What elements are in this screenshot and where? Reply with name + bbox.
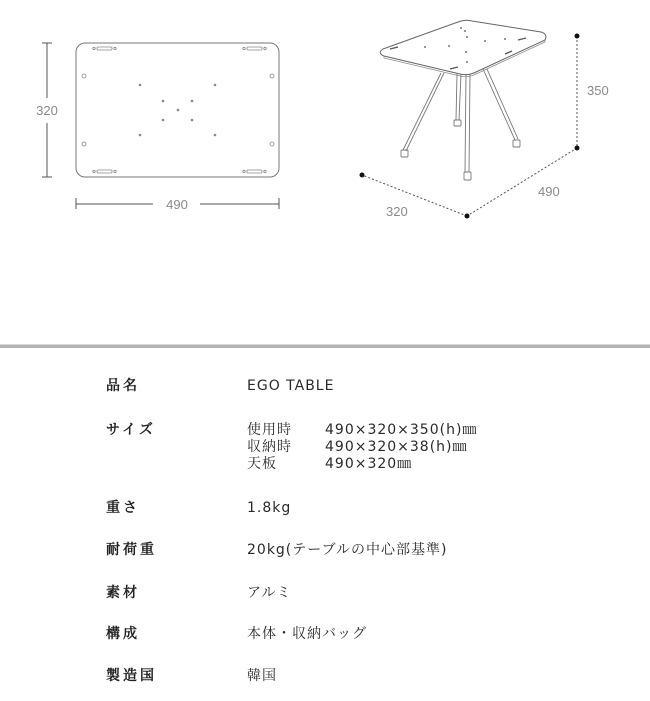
iso-table-top [380, 20, 546, 74]
mounting-holes [139, 84, 217, 137]
spec-value: 20kg(テーブルの中心部基準) [247, 542, 448, 558]
spec-label: サイズ [106, 422, 156, 438]
size-sub-value: 490×320×38(h)㎜ [325, 439, 468, 455]
size-sub-label: 使用時 [247, 422, 292, 438]
spec-value: EGO TABLE [247, 378, 335, 394]
spec-label: 耐荷重 [106, 542, 157, 558]
top-view-diagram [36, 43, 279, 212]
spec-value: 韓国 [247, 668, 277, 684]
size-sub-label: 収納時 [247, 439, 292, 455]
spec-label: 構成 [106, 626, 140, 642]
spec-label: 素材 [106, 585, 140, 601]
size-sub-value: 490×320㎜ [325, 456, 413, 472]
section-divider [0, 344, 650, 348]
size-sub-value: 490×320×350(h)㎜ [325, 422, 478, 438]
top-height-label: 320 [36, 103, 58, 118]
spec-value: アルミ [247, 585, 292, 601]
isometric-view-diagram [360, 20, 609, 219]
spec-value: 本体・収納バッグ [247, 626, 367, 642]
table-legs [401, 69, 520, 180]
dimension-drawing [0, 0, 650, 330]
top-width-label: 490 [166, 197, 188, 212]
iso-depth-label: 320 [386, 204, 408, 219]
iso-height-label: 350 [587, 83, 609, 98]
size-sub-label: 天板 [247, 456, 277, 472]
iso-width-label: 490 [538, 184, 560, 199]
spec-label: 製造国 [106, 668, 157, 684]
spec-value: 1.8kg [247, 500, 292, 516]
spec-label: 重さ [106, 500, 140, 516]
spec-label: 品名 [106, 378, 140, 394]
